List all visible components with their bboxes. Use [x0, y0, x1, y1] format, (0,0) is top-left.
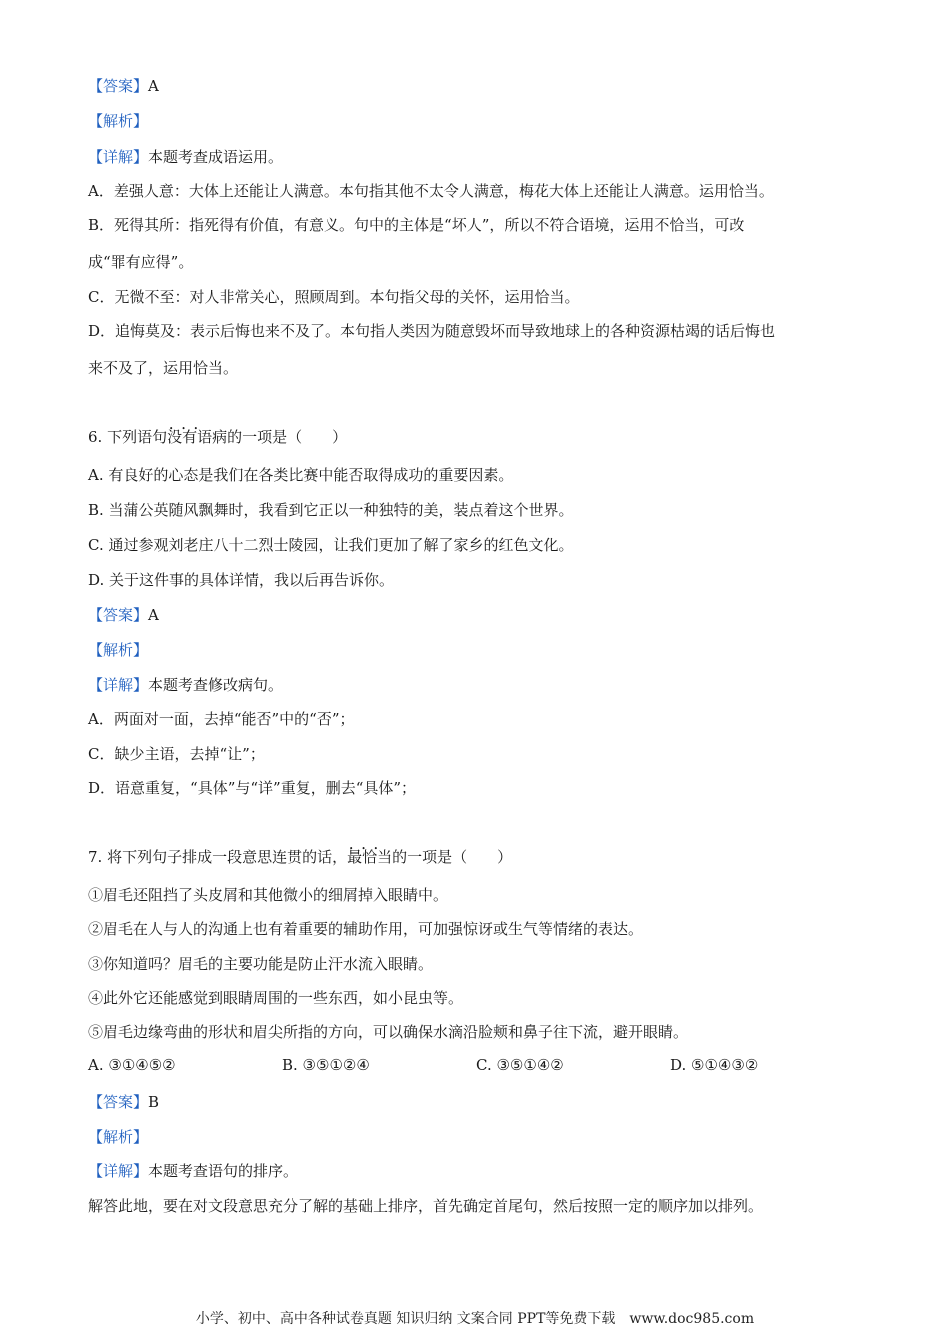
q7-sentence: ①眉毛还阻挡了头皮屑和其他微小的细屑掉入眼睛中。 — [88, 886, 449, 904]
answer-value: A — [148, 77, 159, 95]
q5-explanation-line: C．无微不至：对人非常关心，照顾周到。本句指父母的关怀，运用恰当。 — [88, 288, 580, 306]
answer-value: B — [148, 1093, 160, 1111]
q6-explanation-line: D．语意重复，“具体”与“详”重复，删去“具体”； — [88, 779, 417, 797]
detail-text: 本题考查修改病句。 — [148, 676, 284, 694]
q7-sentence: ②眉毛在人与人的沟通上也有着重要的辅助作用，可加强惊讶或生气等情绪的表达。 — [88, 920, 644, 938]
q7-sentence: ④此外它还能感觉到眼睛周围的一些东西，如小昆虫等。 — [88, 989, 464, 1007]
q6-explanation-line: A．两面对一面，去掉“能否”中的“否”； — [88, 710, 355, 728]
q5-detail — [88, 147, 283, 167]
q7-option-c: C. ③⑤①④② — [476, 1056, 564, 1074]
q5-analysis-tag: 【解析】 — [88, 112, 149, 130]
q5-explanation-line: 成“罪有应得”。 — [88, 253, 194, 271]
stem-text: 6. 下列语句 — [88, 428, 168, 446]
q7-detail — [88, 1161, 298, 1181]
q5-explanation-line: 来不及了，运用恰当。 — [88, 359, 239, 377]
detail-text: 本题考查语句的排序。 — [148, 1162, 299, 1180]
q6-option-a: A. 有良好的心态是我们在各类比赛中能否取得成功的重要因素。 — [88, 466, 514, 484]
q5-answer — [88, 76, 159, 96]
q6-option-b: B. 当蒲公英随风飘舞时，我看到它正以一种独特的美，装点着这个世界。 — [88, 501, 574, 519]
answer-tag: 【答案】 — [88, 77, 149, 95]
stem-emphasis: • • • 最恰当 — [347, 848, 392, 866]
stem-text: 7. 将下列句子排成一段意思连贯的话， — [88, 848, 348, 866]
detail-tag: 【详解】 — [88, 148, 149, 166]
page-footer: 小学、初中、高中各种试卷真题 知识归纳 文案合同 PPT等免费下载 www.doc985.com — [195, 1311, 755, 1327]
q7-explanation-line: 解答此地，要在对文段意思充分了解的基础上排序，首先确定首尾句，然后按照一定的顺序加以排列。 — [88, 1197, 764, 1215]
q7-analysis-tag: 【解析】 — [88, 1128, 149, 1146]
q6-analysis-tag: 【解析】 — [88, 641, 149, 659]
stem-text: 的一项是（ ） — [227, 428, 348, 446]
answer-tag: 【答案】 — [88, 606, 149, 624]
q5-explanation-line: B．死得其所：指死得有价值，有意义。句中的主体是“坏人”，所以不符合语境，运用不恰当，可改 — [88, 216, 745, 234]
q6-detail — [88, 675, 283, 695]
answer-value: A — [148, 606, 159, 624]
q7-option-d: D. ⑤①④③② — [670, 1056, 759, 1074]
q7-answer — [88, 1092, 159, 1112]
q6-option-d: D. 关于这件事的具体详情，我以后再告诉你。 — [88, 571, 395, 589]
q6-explanation-line: C．缺少主语，去掉“让”； — [88, 745, 265, 763]
q5-explanation-line: D．追悔莫及：表示后悔也来不及了。本句指人类因为随意毁坏而导致地球上的各种资源枯竭的话后悔也 — [88, 322, 776, 340]
q6-answer — [88, 605, 159, 625]
q7-option-a: A. ③①④⑤② — [88, 1056, 176, 1074]
q7-sentence: ③你知道吗？眉毛的主要功能是防止汗水流入眼睛。 — [88, 955, 434, 973]
detail-tag: 【详解】 — [88, 1162, 149, 1180]
q6-stem — [88, 427, 347, 447]
q6-option-c: C. 通过参观刘老庄八十二烈士陵园，让我们更加了解了家乡的红色文化。 — [88, 536, 574, 554]
q5-explanation-line: A．差强人意：大体上还能让人满意。本句指其他不太令人满意，梅花大体上还能让人满意。运用恰当。 — [88, 182, 774, 200]
stem-text: 的一项是（ ） — [392, 848, 513, 866]
detail-text: 本题考查成语运用。 — [148, 148, 284, 166]
stem-emphasis: • • • 没有语病 — [167, 428, 227, 446]
q7-stem — [88, 847, 512, 867]
answer-tag: 【答案】 — [88, 1093, 149, 1111]
detail-tag: 【详解】 — [88, 676, 149, 694]
q7-option-b: B. ③⑤①②④ — [282, 1056, 370, 1074]
q7-sentence: ⑤眉毛边缘弯曲的形状和眉尖所指的方向，可以确保水滴沿脸颊和鼻子往下流，避开眼睛。 — [88, 1023, 689, 1041]
